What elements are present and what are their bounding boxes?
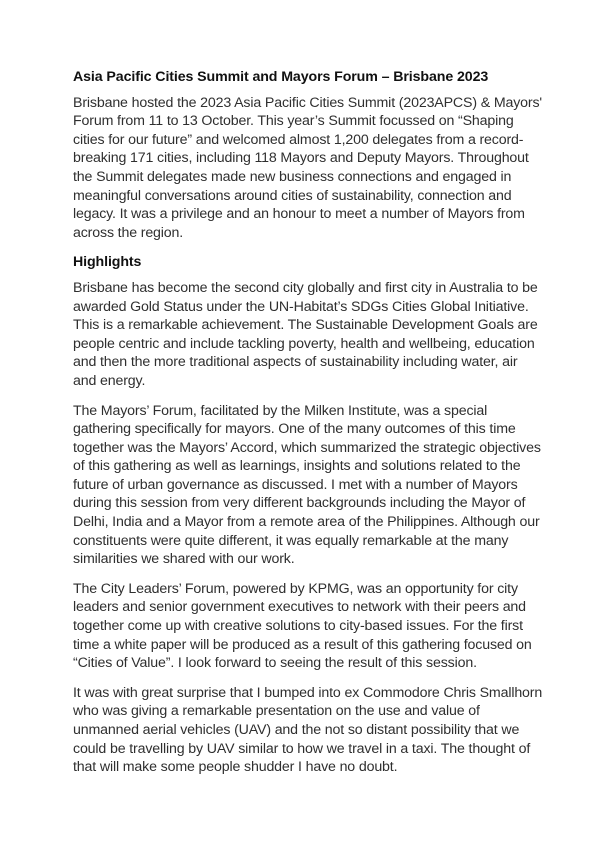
highlight-paragraph-city-leaders-forum: The City Leaders’ Forum, powered by KPMG, was an opportunity for city leaders and senior government executives to network with their peers and together come up with creative solutions to city-based issues. For the first time a white paper will be produced as a result of this gathering focused on “Cities of Value”. I look forward to seeing the result of this session. xyxy=(73,580,532,672)
intro-paragraph: Brisbane hosted the 2023 Asia Pacific Cities Summit (2023APCS) & Mayors' Forum from 11 to 13 October. This year’s Summit focussed on “Shaping cities for our future” and welcomed almost 1,200 delegates from a record-breaking 171 cities, including 118 Mayors and Deputy Mayors. Throughout the Summit delegates made new business connections and engaged in meaningful conversations around cities of sustainability, connection and legacy. It was a privilege and an honour to meet a number of Mayors from across the region. xyxy=(73,94,542,241)
document-page xyxy=(73,68,543,788)
highlight-paragraph-mayors-forum: The Mayors’ Forum, facilitated by the Milken Institute, was a special gathering specifically for mayors. One of the many outcomes of this time together was the Mayors’ Accord, which summarized the strategic objectives of this gathering as well as learnings, insights and solutions related to the future of urban governance as discussed. I met with a number of Mayors during this session from very different backgrounds including the Mayor of Delhi, India and a Mayor from a remote area of the Philippines. Although our constituents were quite different, it was equally remarkable at the many similarities we shared with our work. xyxy=(73,402,541,568)
highlight-paragraph-uav: It was with great surprise that I bumped into ex Commodore Chris Smallhorn who was giving a remarkable presentation on the use and value of unmanned aerial vehicles (UAV) and the not so distant possibility that we could be travelling by UAV similar to how we travel in a taxi. The thought of that will make some people shudder I have no doubt. xyxy=(73,684,543,776)
highlights-heading: Highlights xyxy=(73,254,142,271)
document-title: Asia Pacific Cities Summit and Mayors Forum – Brisbane 2023 xyxy=(73,69,489,85)
highlight-paragraph-sdg: Brisbane has become the second city globally and first city in Australia to be awarded Gold Status under the UN-Habitat’s SDGs Cities Global Initiative. This is a remarkable achievement. The Sustainable Development Goals are people centric and include tackling poverty, health and wellbeing, education and then the more traditional aspects of sustainability including water, air and energy. xyxy=(73,279,538,389)
